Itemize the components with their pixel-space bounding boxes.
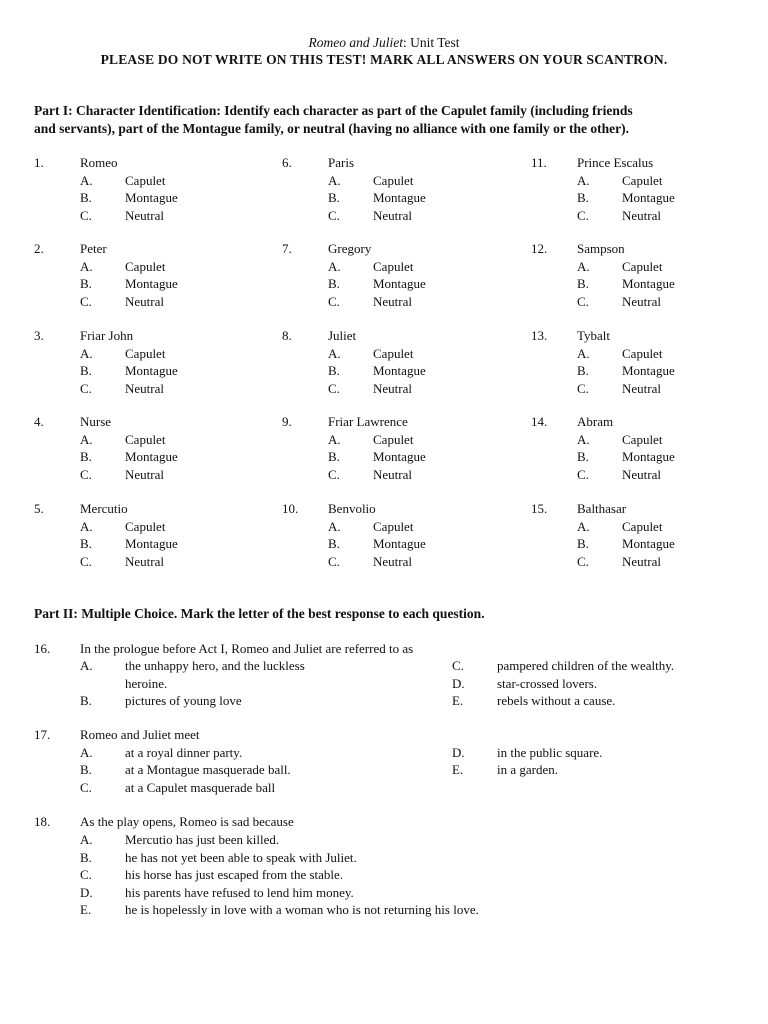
option-letter: C. (328, 554, 340, 569)
option-d (452, 676, 597, 692)
option-letter: A. (80, 432, 93, 447)
answer-option (328, 346, 413, 362)
option-label: Montague (622, 276, 675, 291)
option-a (80, 658, 305, 674)
option-letter: A. (328, 173, 341, 188)
option-label: Capulet (373, 519, 414, 534)
option-label: Montague (622, 449, 675, 464)
part1-heading-line1: Part I: Character Identification: Identify each character as part of the Capulet family (including friends (34, 103, 633, 118)
option-label: Neutral (125, 554, 164, 569)
option-letter: C. (328, 381, 340, 396)
answer-option (80, 536, 178, 552)
option-letter: A. (80, 259, 93, 274)
question-number: 12. (531, 241, 548, 256)
question-number: 3. (34, 328, 44, 343)
option-letter: B. (328, 190, 340, 205)
option-letter: C. (80, 381, 92, 396)
character-name: Sampson (577, 241, 625, 256)
part2-heading: Part II: Multiple Choice. Mark the letter of the best response to each question. (34, 606, 485, 621)
part1-heading (34, 102, 734, 138)
option-letter: B. (577, 363, 589, 378)
option-text: pampered children of the wealthy. (497, 658, 675, 673)
option-label: Neutral (622, 467, 661, 482)
option-d (452, 745, 602, 761)
option-text: his horse has just escaped from the stable. (125, 867, 344, 882)
answer-option (328, 208, 412, 224)
option-letter: A. (80, 519, 93, 534)
answer-option (80, 432, 165, 448)
option-label: Neutral (125, 294, 164, 309)
option-letter: B. (80, 363, 92, 378)
character-name: Friar John (80, 328, 134, 343)
option-letter: C. (577, 294, 589, 309)
character-name: Mercutio (80, 501, 128, 516)
answer-option (577, 294, 661, 310)
option-label: Capulet (125, 259, 166, 274)
question-number: 11. (531, 155, 547, 170)
option-label: Neutral (373, 467, 412, 482)
option-letter: A. (577, 432, 590, 447)
option-text: rebels without a cause. (497, 693, 616, 708)
answer-option (328, 276, 426, 292)
answer-option (328, 519, 413, 535)
option-label: Capulet (373, 259, 414, 274)
answer-option (80, 294, 164, 310)
question-number: 18. (34, 814, 51, 829)
answer-option (577, 346, 662, 362)
option-text: at a Capulet masquerade ball (125, 780, 276, 795)
option-letter: C. (328, 467, 340, 482)
option-label: Montague (622, 190, 675, 205)
option-text: in a garden. (497, 762, 559, 777)
option-letter: A. (80, 658, 93, 673)
answer-option (80, 519, 165, 535)
option-text: in the public square. (497, 745, 603, 760)
answer-option (328, 467, 412, 483)
answer-option (80, 363, 178, 379)
question-number: 7. (282, 241, 292, 256)
answer-option (328, 432, 413, 448)
answer-option (80, 276, 178, 292)
answer-option (577, 449, 675, 465)
option-label: Neutral (373, 554, 412, 569)
answer-option (80, 850, 357, 866)
option-letter: C. (80, 208, 92, 223)
option-letter: A. (577, 173, 590, 188)
option-c (452, 658, 674, 674)
question-number: 17. (34, 727, 51, 742)
option-letter: B. (80, 536, 92, 551)
answer-option (328, 554, 412, 570)
title-play-name: Romeo and Juliet (308, 35, 403, 50)
option-letter: E. (452, 693, 464, 708)
option-letter: A. (80, 173, 93, 188)
option-letter: A. (80, 832, 93, 847)
option-text: pictures of young love (125, 693, 242, 708)
option-letter: B. (80, 276, 92, 291)
answer-option (577, 190, 675, 206)
option-text: star-crossed lovers. (497, 676, 598, 691)
question-stem: Romeo and Juliet meet (80, 727, 200, 742)
option-label: Montague (373, 449, 426, 464)
answer-option (577, 363, 675, 379)
option-label: Montague (373, 190, 426, 205)
option-letter: A. (577, 346, 590, 361)
option-label: Neutral (373, 294, 412, 309)
answer-option (577, 173, 662, 189)
question-number: 1. (34, 155, 44, 170)
answer-option (328, 294, 412, 310)
option-label: Montague (125, 276, 178, 291)
option-label: Neutral (125, 381, 164, 396)
scantron-instruction: PLEASE DO NOT WRITE ON THIS TEST! MARK ALL ANSWERS ON YOUR SCANTRON. (100, 52, 668, 67)
option-label: Neutral (622, 381, 661, 396)
option-letter: C. (80, 554, 92, 569)
option-label: Montague (373, 363, 426, 378)
option-b (80, 762, 291, 778)
answer-option (577, 208, 661, 224)
option-label: Capulet (622, 259, 663, 274)
option-e (452, 762, 558, 778)
answer-option (577, 554, 661, 570)
option-letter: A. (328, 259, 341, 274)
question-number: 14. (531, 414, 548, 429)
part1-heading-line2: and servants), part of the Montague family, or neutral (having no alliance with one family or the other). (34, 121, 629, 136)
option-letter: A. (80, 745, 93, 760)
option-letter: A. (577, 519, 590, 534)
option-letter: A. (328, 346, 341, 361)
option-letter: C. (80, 867, 92, 882)
option-letter: C. (577, 554, 589, 569)
question-number: 4. (34, 414, 44, 429)
option-label: Neutral (373, 208, 412, 223)
answer-option (80, 449, 178, 465)
option-label: Neutral (125, 467, 164, 482)
option-text: at a Montague masquerade ball. (125, 762, 291, 777)
option-text: at a royal dinner party. (125, 745, 243, 760)
question-number: 2. (34, 241, 44, 256)
option-label: Capulet (373, 346, 414, 361)
option-label: Capulet (125, 346, 166, 361)
option-letter: C. (452, 658, 464, 673)
test-title (0, 35, 768, 51)
option-label: Capulet (622, 346, 663, 361)
answer-option (80, 902, 479, 918)
option-letter: E. (452, 762, 464, 777)
option-letter: C. (80, 467, 92, 482)
option-letter: C. (328, 294, 340, 309)
option-label: Montague (125, 190, 178, 205)
option-letter: C. (80, 780, 92, 795)
answer-option (577, 467, 661, 483)
character-name: Benvolio (328, 501, 376, 516)
character-name: Balthasar (577, 501, 627, 516)
option-label: Capulet (622, 432, 663, 447)
option-a-continued: heroine. (125, 676, 168, 691)
option-text: the unhappy hero, and the luckless (125, 658, 305, 673)
question-number: 10. (282, 501, 299, 516)
option-letter: B. (577, 536, 589, 551)
character-name: Gregory (328, 241, 372, 256)
answer-option (80, 173, 165, 189)
answer-option (80, 554, 164, 570)
option-label: Montague (622, 363, 675, 378)
option-letter: B. (328, 449, 340, 464)
character-name: Romeo (80, 155, 118, 170)
answer-option (577, 536, 675, 552)
option-label: Montague (125, 363, 178, 378)
answer-option (577, 259, 662, 275)
character-name: Prince Escalus (577, 155, 654, 170)
option-letter: D. (452, 676, 465, 691)
character-name: Friar Lawrence (328, 414, 408, 429)
option-label: Capulet (622, 173, 663, 188)
option-letter: B. (80, 190, 92, 205)
option-label: Montague (125, 536, 178, 551)
option-label: Neutral (622, 294, 661, 309)
option-letter: B. (577, 449, 589, 464)
option-text: Mercutio has just been killed. (125, 832, 280, 847)
option-label: Capulet (125, 432, 166, 447)
answer-option (577, 519, 662, 535)
question-stem: As the play opens, Romeo is sad because (80, 814, 294, 829)
option-label: Capulet (125, 173, 166, 188)
option-letter: A. (328, 519, 341, 534)
character-name: Tybalt (577, 328, 611, 343)
option-letter: B. (80, 693, 92, 708)
answer-option (328, 259, 413, 275)
option-letter: A. (328, 432, 341, 447)
question-number: 9. (282, 414, 292, 429)
question-number: 5. (34, 501, 44, 516)
option-label: Neutral (125, 208, 164, 223)
question-number: 6. (282, 155, 292, 170)
option-text: his parents have refused to lend him money. (125, 884, 354, 900)
option-label: Neutral (622, 554, 661, 569)
option-label: Neutral (373, 381, 412, 396)
question-number: 15. (531, 501, 548, 516)
option-letter: B. (80, 762, 92, 777)
option-label: Montague (125, 449, 178, 464)
character-name: Abram (577, 414, 614, 429)
answer-option (80, 259, 165, 275)
option-text: he has not yet been able to speak with Juliet. (125, 849, 357, 865)
option-letter: B. (577, 276, 589, 291)
answer-option (577, 432, 662, 448)
question-number: 13. (531, 328, 548, 343)
option-letter: B. (80, 849, 92, 865)
answer-option (80, 346, 165, 362)
option-letter: C. (577, 467, 589, 482)
option-b (80, 693, 242, 709)
answer-option (80, 381, 164, 397)
option-letter: D. (80, 884, 93, 900)
answer-option (328, 363, 426, 379)
answer-option (80, 208, 164, 224)
answer-option (80, 867, 343, 883)
character-name: Juliet (328, 328, 357, 343)
option-letter: D. (452, 745, 465, 760)
answer-option (577, 381, 661, 397)
option-letter: A. (80, 346, 93, 361)
option-c (80, 780, 275, 796)
option-label: Capulet (622, 519, 663, 534)
option-letter: C. (328, 208, 340, 223)
answer-option (328, 536, 426, 552)
option-letter: C. (577, 381, 589, 396)
character-name: Nurse (80, 414, 112, 429)
option-label: Montague (373, 276, 426, 291)
option-letter: A. (577, 259, 590, 274)
answer-option (80, 832, 279, 848)
option-letter: B. (328, 536, 340, 551)
question-stem: In the prologue before Act I, Romeo and Juliet are referred to as (80, 641, 414, 656)
option-label: Montague (622, 536, 675, 551)
answer-option (80, 885, 354, 901)
question-number: 8. (282, 328, 292, 343)
option-label: Capulet (125, 519, 166, 534)
title-unit-test: : Unit Test (402, 35, 460, 50)
option-letter: B. (328, 363, 340, 378)
option-text: he is hopelessly in love with a woman who is not returning his love. (125, 902, 479, 917)
option-letter: B. (577, 190, 589, 205)
question-number: 16. (34, 641, 51, 656)
answer-option (80, 467, 164, 483)
option-letter: C. (80, 294, 92, 309)
character-name: Peter (80, 241, 107, 256)
answer-option (328, 173, 413, 189)
option-e (452, 693, 615, 709)
answer-option (328, 449, 426, 465)
answer-option (577, 276, 675, 292)
answer-option (328, 190, 426, 206)
option-letter: B. (80, 449, 92, 464)
character-name: Paris (328, 155, 354, 170)
option-label: Neutral (622, 208, 661, 223)
answer-option (328, 381, 412, 397)
option-a (80, 745, 242, 761)
answer-option (80, 190, 178, 206)
option-label: Montague (373, 536, 426, 551)
option-letter: C. (577, 208, 589, 223)
option-letter: E. (80, 902, 92, 917)
option-label: Capulet (373, 173, 414, 188)
option-label: Capulet (373, 432, 414, 447)
option-letter: B. (328, 276, 340, 291)
